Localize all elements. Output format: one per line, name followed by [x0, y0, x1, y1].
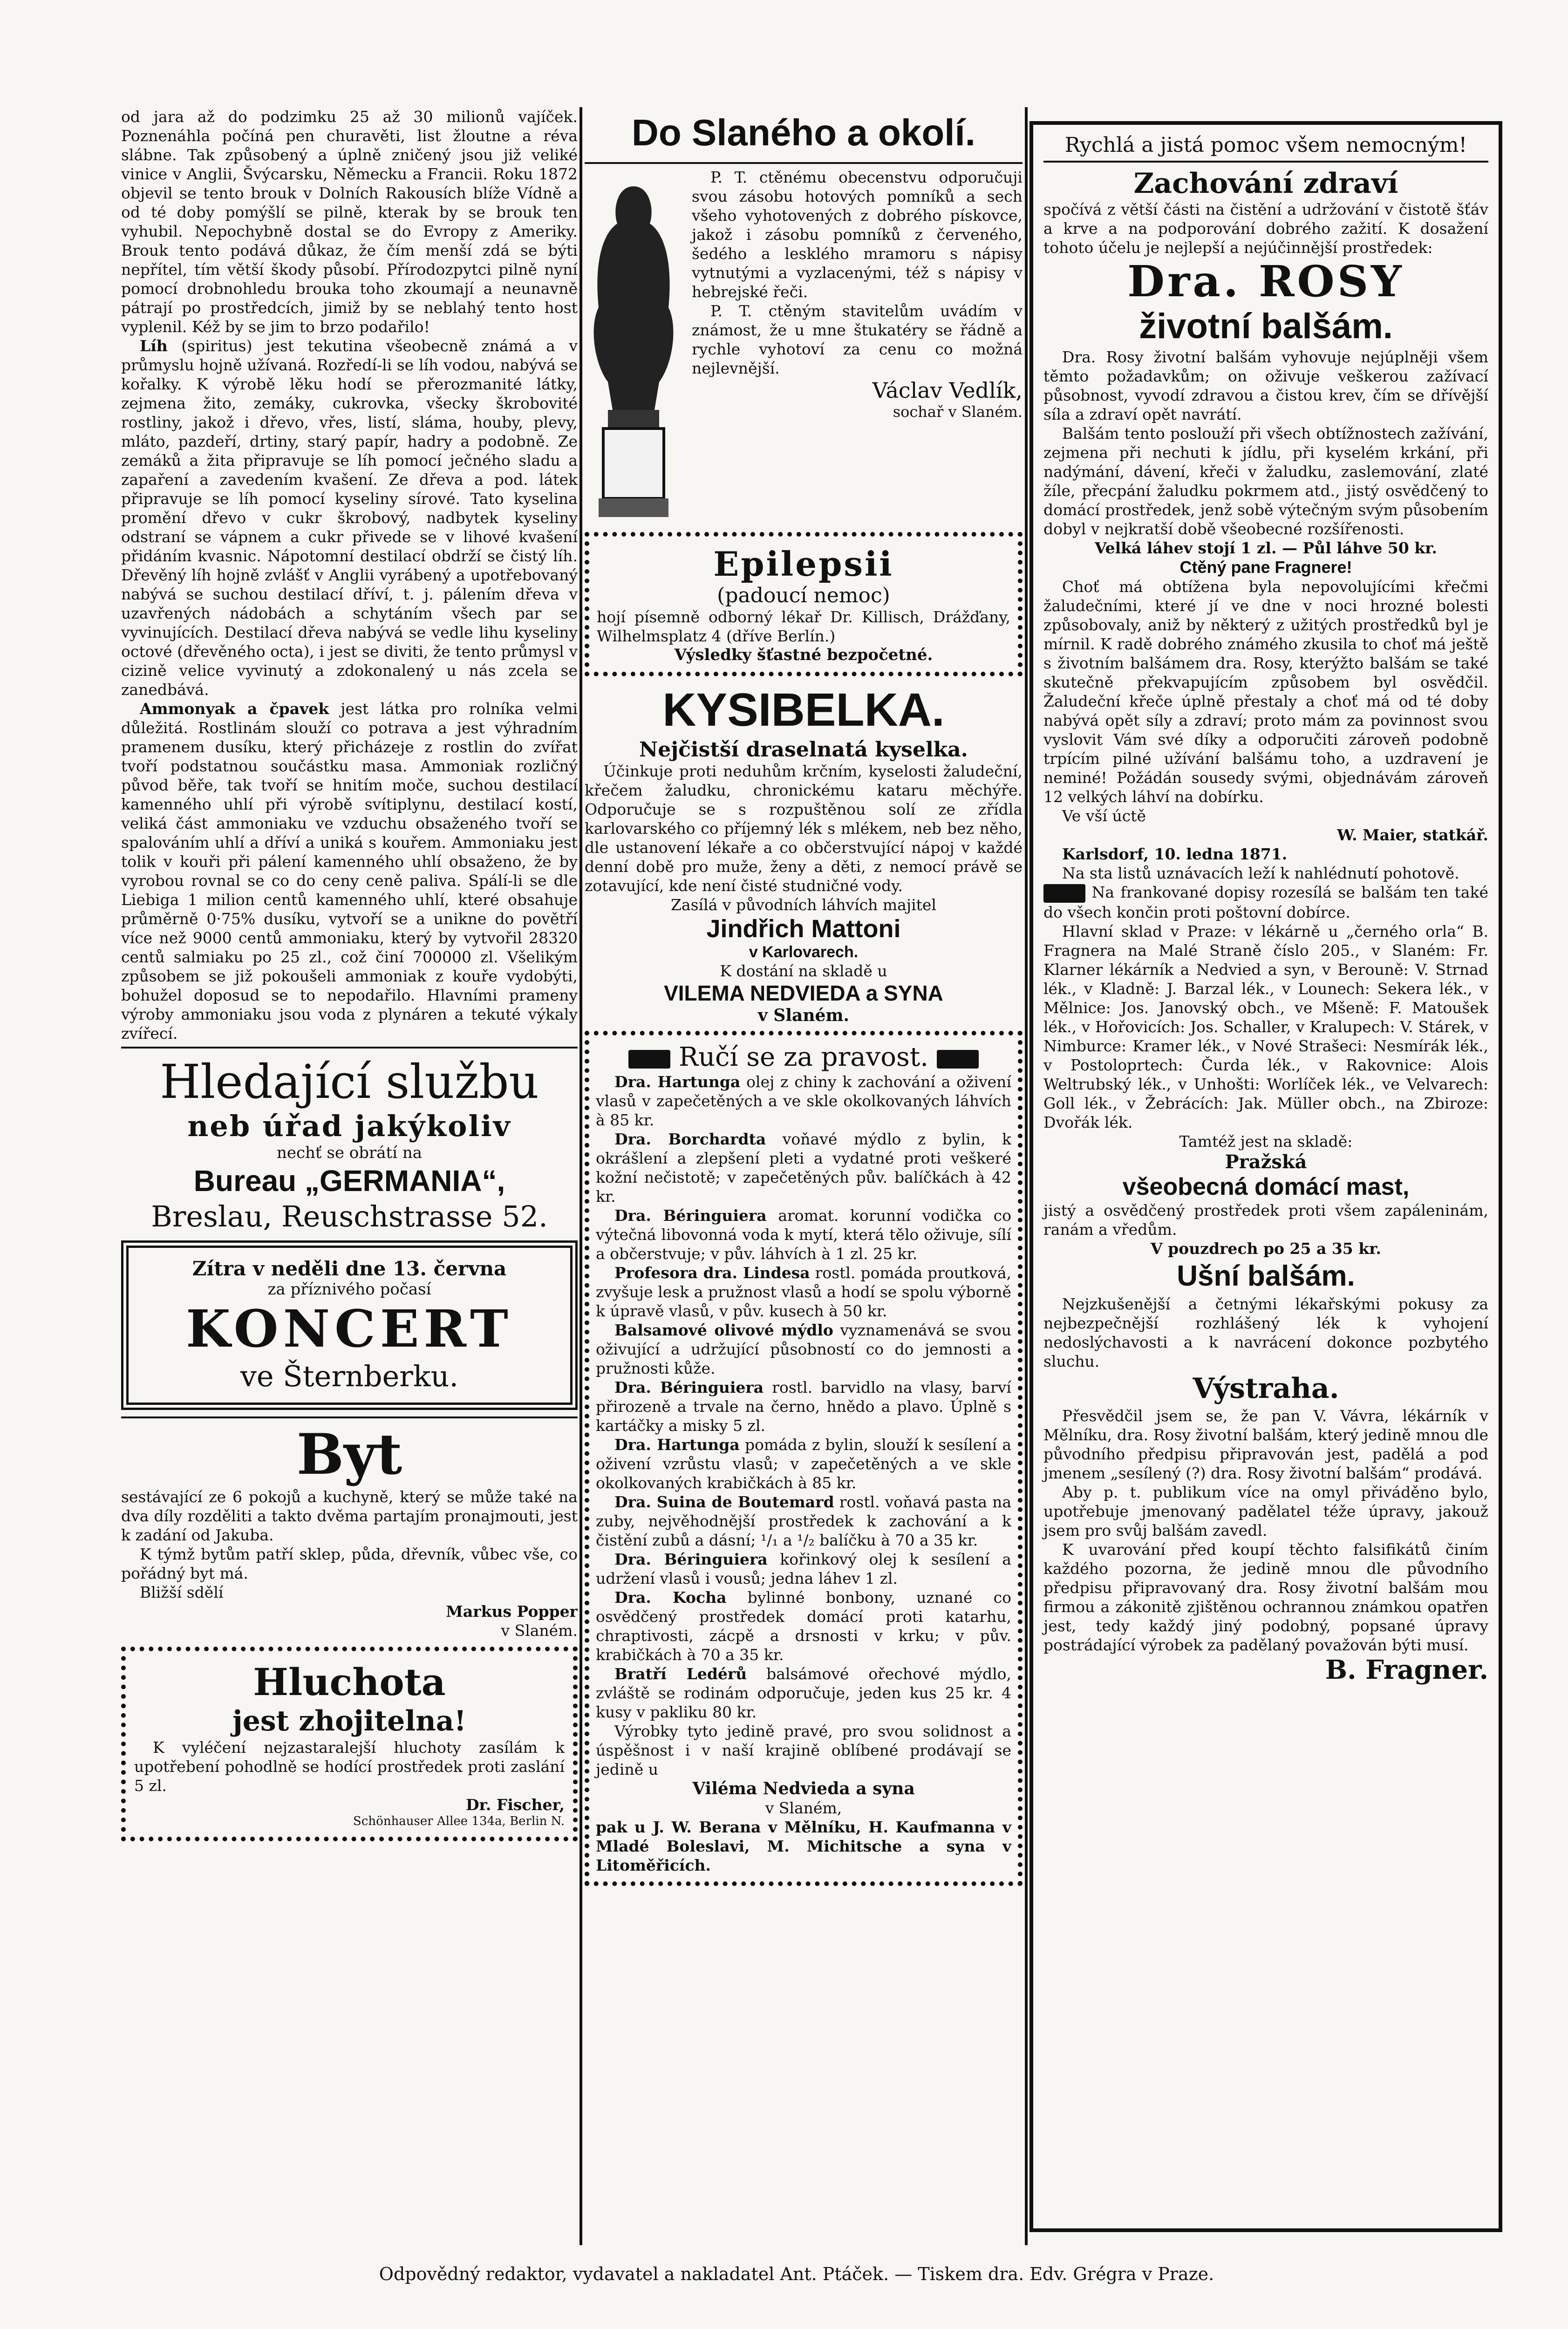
ruci-items	[596, 1072, 1011, 1722]
ruci-also: pak u J. W. Berana v Mělníku, H. Kaufmanna v Mladé Boleslavi, M. Michitsche a syna v Litoměřicích.	[596, 1818, 1011, 1874]
ammonyak-term: Ammonyak a čpavek	[140, 700, 329, 718]
ruci-item-name: Dra. Kocha	[614, 1588, 727, 1607]
byt-text-3: Bližší sdělí	[140, 1583, 224, 1601]
koncert-title: KONCERT	[186, 1299, 513, 1359]
koncert-date: Zítra v neděli dne 13. června	[192, 1257, 507, 1280]
byt-text: sestávající ze 6 pokojů a kuchyně, který se může také na dva díly rozděliti a takto dvěma partajím pronajmouti, jest k zadání od Jakuba.	[121, 1488, 578, 1544]
ruci-item-name: Dra. Hartunga	[614, 1436, 740, 1454]
ruci-item	[596, 1206, 1011, 1263]
koncert-place: ve Šternberku.	[240, 1359, 459, 1393]
ruci-item-name: Profesora dra. Lindesa	[614, 1264, 810, 1282]
byt-ad	[121, 1422, 578, 1640]
vystraha-signature: B. Fragner.	[1325, 1655, 1488, 1685]
kysibelka-owner: Jindřich Mattoni	[706, 915, 901, 943]
vystraha-text-1: Přesvědčil jsem se, že pan V. Vávra, lékárník v Mělníku, dra. Rosy životní balšám, který jedině mnou dle původního předpisu připravován jest, padělá a pod jmenem „sesílený (?) dra. Rosy životní balšám“ prodává.	[1043, 1407, 1488, 1482]
lih-article	[121, 336, 578, 699]
phylloxera-text: od jara až do podzimku 25 až 30 milionů vajíček. Poznenáhla počíná pen churavěti, list žloutne a réva slábne. Tak způsobený a úplně zničený jsou již veliké vinice v Anglii, Švýcarsku, Německu a Francii. Roku 1872 objevil se tento brouk v Dolních Rakousích blíže Vídně a od té doby pomýšlí se pilně, kterak by se brouk ten vyhubil. Nepochybně dostal se do Evropy z Ameriky. Brouk tento podává důkaz, že čím menší zdá se býti nepřítel, tím větší škody působí. Přírodozpytci pilně nyní pomocí drobnohledu brouka toho zkoumají a neunavně pátrají po prostředcích, jimiž by se neblahý tento host vyplenil. Kéž by se jim to brzo podařilo!	[121, 108, 578, 336]
kysibelka-get: K dostání na skladě u	[720, 962, 887, 980]
epilepsie-results: Výsledky šťastné bezpočetné.	[674, 646, 933, 664]
ruci-text: Výrobky tyto jedině pravé, pro svou solidnost a úspěšnost i v naší krajině oblíbené prodávají se jedině u	[596, 1722, 1011, 1778]
ruci-item-name: Dra. Hartunga	[614, 1073, 741, 1091]
lih-text: (spiritus) jest tekutina všeobecně známá a v průmyslu hojně užívaná. Rozředí-li se líh vodou, nabývá se kořalky. K výrobě lěku hodí se přerozmanité látky, zejmena žito, zemáky, cukrovka, všecky škrobovité rostliny, jakož i dřevo, vřes, listí, sláma, houby, plevy, mláto, pazdeří, drtiny, starý papír, hadry a podobně. Ze zemáků a žita připravuje se líh pomocí ječného sladu a zapaření a zavedením kvašení. Ze dřeva a pod. látek připravuje se líh pomocí kyseliny sírové. Tato kyselina promění dřevo v cukr škrobový, nadbytek kyseliny odstraní se vápnem a cukr přivede se v lihové kvašení přidáním kvasnic. Nápotomní destilací obdrží se čistý líh. Dřevěný líh hojně zvlášť v Anglii vyrábený a upotřebovaný nabývá se suchou destilací dříví, t. j. pálením dřeva v uzavřených nádobách a schytáním všech par se vyvinujících. Destilací dřeva nabývá se vedle lihu kyseliny octové (dřevěného octa), i jest se diviti, že tento průmysl v cizině velice vyvinutý a zdokonalený u nás zcela se zanedbává.	[121, 337, 578, 699]
kysibelka-ad	[585, 682, 1023, 1025]
ruci-item-text: pomáda z bylin, slouží k sesílení a oživení vzrůstu vlasů; v zapečetěných a ve skle okolkovaných krabičkách à 85 kr.	[596, 1436, 1011, 1492]
kysibelka-town: v Slaném.	[757, 1006, 850, 1025]
letter-close: Ve vší úctě	[1062, 807, 1146, 825]
ruci-item	[596, 1664, 1011, 1722]
ruci-item	[596, 1588, 1011, 1664]
rosy-title: Dra. ROSY	[1127, 256, 1404, 306]
kysibelka-shop: VILEMA NEDVIEDA a SYNA	[664, 981, 943, 1005]
ruci-ad	[585, 1031, 1023, 1886]
ruci-item-text: rostl. pomáda proutková, zvyšuje lesk a pružnost vlasů a hodí se spolu výborně k úpravě vlasů, v pův. kusech à 50 kr.	[596, 1264, 1011, 1320]
hluchota-title: Hluchota	[253, 1660, 446, 1704]
zachovani-title: Zachování zdraví	[1133, 167, 1398, 200]
germania-address: Breslau, Reuschstrasse 52.	[151, 1199, 548, 1233]
germania-ad	[121, 1055, 578, 1234]
rosy-text-1: Dra. Rosy životní balšám vyhovuje nejúplněji všem těmto požadavkům; on oživuje veškerou zažívací působnost, vyvodí zdravou a čistou krev, čím se dřívější síla a zdraví opět navrátí.	[1043, 348, 1488, 423]
germania-bureau: Bureau „GERMANIA“,	[193, 1164, 505, 1198]
koncert-ad	[121, 1240, 578, 1410]
hluchota-subtitle: jest zhojitelna!	[232, 1705, 466, 1737]
ruci-item-text: rostl. barvidlo na vlasy, barví přirozeně a trvale na černo, hnědo a plavo. Úplně s kartáčky a misky 5 zl.	[596, 1378, 1011, 1435]
germania-subtitle: neb úřad jakýkoliv	[187, 1109, 511, 1143]
imprint-footer: Odpovědný redaktor, vydavatel a nakladatel Ant. Ptáček. — Tiskem dra. Edv. Grégra v Praze.	[379, 2264, 1214, 2284]
ruci-item-text: voňavé mýdlo z bylin, k okrášlení a zlepšení pleti a vydatné proti veškeré kožní nečistotě; v zapečetěných pův. balíčkách à 42 kr.	[596, 1130, 1011, 1205]
mast-subtitle: všeobecná domácí mast,	[1122, 1173, 1410, 1200]
vystraha-title: Výstraha.	[1193, 1372, 1339, 1405]
vedlik-text-2: P. T. ctěným stavitelům uvádím v známost, že u mne štukatéry se řádně a rychle vyhotoví za cenu co možná nejlevnější.	[692, 302, 1023, 377]
ruci-item-text: aromat. korunní vodička co výtečná libovonná voda k mytí, která tělo oživuje, sílí a občerstvuje; v pův. láhvích à 1 zl. 25 kr.	[596, 1206, 1011, 1263]
zachovani-text: spočívá z větší části na čistění a udržování v čistotě šťáv a krve a na podporování dobrého zažití. K dosažení tohoto účelu je nejlepší a nejúčinnější prostředek:	[1043, 200, 1488, 257]
mast-price: V pouzdrech po 25 a 35 kr.	[1151, 1239, 1381, 1258]
usni-title: Ušní balšám.	[1177, 1260, 1355, 1292]
ruci-item-name: Bratří Ledérů	[614, 1665, 747, 1683]
vedlik-text-1: P. T. ctěnému obecenstvu odporučuji svou zásobu hotových pomníků a sech všeho vyhotovených z dobrého pískovce, jakož i zásobu pomníků z červeného, šedého a lesklého mramoru s nápisy vytnutými a vyzlacenými, též s nápisy v hebrejské řeči.	[692, 168, 1023, 301]
vedlik-ad	[585, 168, 1023, 526]
hluchota-signature: Dr. Fischer,	[465, 1796, 565, 1814]
sklad-text-2: Tamtéž jest na skladě:	[1179, 1132, 1353, 1151]
column-rule-right	[1025, 107, 1028, 2245]
ruci-item	[596, 1378, 1011, 1435]
epilepsie-title: Epilepsii	[713, 544, 894, 584]
kysibelka-text-2: Zasílá v původních láhvích majitel	[671, 896, 936, 914]
epilepsie-ad	[585, 532, 1023, 676]
ruci-item	[596, 1550, 1011, 1588]
franco-text	[1043, 883, 1488, 922]
byt-signature: Markus Popper	[446, 1602, 578, 1621]
byt-title: Byt	[296, 1422, 402, 1487]
fragner-header: Rychlá a jistá pomoc všem nemocným!	[1043, 133, 1488, 163]
ammonyak-text: jest látka pro rolníka velmi důležitá. Rostlinám slouží co potrava a jest výhradním pramenem dusíku, který přicházeje z rostlin do zvířat tvoří podstatnou součástku masa. Ammoniak rozličný původ běře, tak tvoří se hnitím moče, suchou destilací kamenného uhlí při výrobě svítiplynu, destilací kostí, veliká část ammoniaku ve vzduchu obsaženého tvoří se spalováním uhlí a dříví a uniká s kouřem. Ammoniaku jest tolik v kouři při pálení kamenného uhlí obsaženo, že by vyrobou rovnal se co do ceny ceně paliva. Spálí-li se dle Liebiga 1 milion centů kamenného uhlí, které obsahuje průměrně 0·75% dusíku, vytvoří se a unikne do povětří více než 9000 centů ammoniaku, který by vytvořil 28320 centů salmiaku po 25 zl., což činí 700000 zl. Všelikým způsobem se již pokoušeli ammoniak z kouře vydobýti, bohužel doposud se to nepodařilo. Hlavními prameny výroby ammoniaku jsou voda z plynáren a tekuté výkaly zvířecí.	[121, 700, 578, 1042]
kysibelka-subtitle: Nejčistší draselnatá kyselka.	[639, 738, 968, 762]
vedlik-signature: Václav Vedlík,	[872, 378, 1023, 403]
hluchota-ad	[121, 1647, 578, 1841]
ruci-item-text: bylinné bonbony, uznané co osvědčený prostředek domácí proti katarhu, chraptivosti, zácpě a drsnosti v krku; v pův. krabičkách à 70 a 35 kr.	[596, 1588, 1011, 1664]
middle-column	[585, 107, 1023, 2250]
rosy-price: Velká láhev stojí 1 zl. — Půl láhve 50 kr.	[1095, 539, 1437, 557]
ruci-item-text: kořinkový olej k sesílení a udržení vlasů i vousů; jedna láhev 1 zl.	[596, 1550, 1011, 1587]
koncert-weather: za příznivého počasí	[267, 1280, 431, 1299]
ruci-item-text: olej z chiny k zachování a oživení vlasů v zapečetěných a ve skle okolkovaných láhvích à 85 kr.	[596, 1073, 1011, 1129]
ammonyak-article	[121, 699, 578, 1043]
epilepsie-text: hojí písemně odborný lékař Dr. Killisch, Drážďany, Wilhelmsplatz 4 (dříve Berlín.)	[597, 608, 1010, 645]
hluchota-address: Schönhauser Allee 134a, Berlin N.	[353, 1814, 565, 1828]
kysibelka-title: KYSIBELKA.	[662, 684, 945, 736]
left-column	[121, 107, 578, 2250]
ruci-town: v Slaném,	[765, 1799, 842, 1817]
ruci-item-text: vyznamenává se svou oživující a udržující působností co do jemnosti a pružnosti kůže.	[596, 1321, 1011, 1377]
ruci-item-name: Dra. Béringuiera	[614, 1550, 768, 1568]
letter-text: Choť má obtížena byla nepovolujícími křečmi žaludečními, které jí ve dne v noci hrozné bolesti způsobovaly, aniž by některý z užitých prostředků byl je mírnil. K radě dobrého známého zkusila to choť má ještě s životním balšámem dra. Rosy, kterýžto balšám se také skutečně překvapujícím způsobem byl osvědčil. Žaludeční křeče úplně přestaly a choť má od té doby nabývá opět síly a zdraví; proto mám za povinnost svou vyslovit Vám své díky a odporučiti zároveň podobně trpícím pilné užívání balšámu toho, a uzdravení je neminé! Požádán sousedy svými, objednávám zároveň 12 velkých láhví na dobírku.	[1043, 578, 1488, 806]
ruci-item-name: Dra. Borchardta	[614, 1130, 766, 1148]
letter-signature: W. Maier, statkář.	[1337, 826, 1488, 844]
column-rule-left	[579, 107, 582, 2245]
germania-title: Hledající službu	[160, 1055, 539, 1109]
rosy-subtitle: životní balšám.	[1139, 306, 1393, 346]
ruci-item-name: Dra. Suina de Boutemard	[614, 1493, 834, 1511]
vystraha-text-2: Aby p. t. publikum více na omyl přiváděno bylo, upotřebuje jmenovaný padělatel téže úpravy, jakouž jsem pro svůj balšám zavedl.	[1043, 1483, 1488, 1539]
letter-note: Na sta listů uznávacích leží k nahlédnutí pohotově.	[1062, 864, 1459, 882]
ruci-item-text: rostl. voňavá pasta na zuby, nejvěhodnější prostředek k zachování a k čistění zubů a dásní; ¹/₁ a ¹/₂ balíčku à 70 a 35 kr.	[596, 1493, 1011, 1549]
usni-text: Nejzkušenější a četnými lékařskými pokusy za nejbezpečnější rozhlášený lék k vyhojení nedoslýchavosti a k navrácení dokonce pozbytého sluchu.	[1043, 1295, 1488, 1370]
ruci-item	[596, 1263, 1011, 1321]
ruci-item	[596, 1435, 1011, 1492]
ruci-item	[596, 1130, 1011, 1206]
ruci-title-text: Ručí se za pravost.	[678, 1042, 929, 1072]
mast-text: jistý a osvědčený prostředek proti všem zapáleninám, ranám a vředům.	[1043, 1201, 1488, 1239]
franco-text-body: Na frankované dopisy rozesílá se balšám ten také do všech končin proti poštovní dobírce.	[1043, 883, 1488, 921]
ruci-shop: Viléma Nedvieda a syna	[692, 1779, 915, 1798]
ruci-title	[596, 1042, 1011, 1072]
kysibelka-owner-place: v Karlovarech.	[749, 943, 859, 961]
pointing-hand-icon	[937, 1050, 979, 1069]
ruci-item-name: Dra. Béringuiera	[614, 1378, 764, 1396]
letter-heading: Ctěný pane Fragnere!	[1179, 558, 1352, 577]
vedlik-title: Do Slaného a okolí.	[632, 112, 975, 153]
byt-text-2: K týmž bytům patří sklep, půda, dřevník, vůbec vše, co pořádný byt má.	[121, 1545, 578, 1582]
kysibelka-text: Účinkuje proti neduhům krčním, kyselosti žaludeční, křečem žaludku, chronickému kataru měchýře. Odporučuje se s rozpuštěnou solí ze zřídla karlovarského co příjemný lék s mlékem, neb bez něho, dle ustanovení lékaře a co občerstvující nápoj v každé denní době pro muže, ženy a děti, z nemocí právě se zotavující, kde není čisté studničné vody.	[585, 762, 1023, 895]
vystraha-text-3: K uvarování před koupí těchto falsifikátů činím každého pozorna, že jedině mnou dle původního předpisu připravovaný dra. Rosy životní balšám mou firmou a zákonitě zjištěnou ochrannou známkou opatřen jest, tedy každý jiný podobný, popsané úpravy postrádající výrobek za padělaný považován býti musí.	[1043, 1540, 1488, 1654]
sklad-text: Hlavní sklad v Praze: v lékárně u „černého orla“ B. Fragnera na Malé Straně číslo 205., v Slaném: Fr. Klarner lékárník a Nedvied a syn, v Berouně: V. Strnad lék., v Kladně: J. Barzal lék., v Lounech: Sekera lék., v Mělnice: Jos. Janovský obch., ve Mšeně: F. Matoušek lék., v Hořovicích: Jos. Schaller, v Kralupech: V. Stárek, v Nimburce: Kramer lék., v Nové Strašeci: Nesmírák lék., v Postoloprtech: Čurda lék., v Rakovnice: Alois Weltrubský lék., v Unhošti: Worlíček lék., ve Velvarech: Goll lék., v Žebrácích: Jak. Müller obch., na Zbiroze: Dvořák lék.	[1043, 922, 1488, 1131]
byt-signature-place: v Slaném.	[501, 1621, 578, 1640]
ruci-item-name: Dra. Béringuiera	[614, 1206, 767, 1225]
right-column	[1029, 121, 1502, 2232]
ruci-item	[596, 1072, 1011, 1130]
lih-term: Líh	[140, 337, 168, 355]
letter-date: Karlsdorf, 10. ledna 1871.	[1062, 845, 1288, 863]
ruci-item	[596, 1321, 1011, 1378]
pointing-hand-icon	[628, 1050, 670, 1069]
pointing-hand-icon	[1043, 884, 1085, 903]
vedlik-signature-place: sochař v Slaném.	[893, 403, 1023, 421]
angel-monument-image	[585, 168, 682, 522]
hluchota-text: K vyléčení nejzastaralejší hluchoty zasílám k upotřebení pohodlně se hodící prostředek proti zaslání 5 zl.	[134, 1738, 565, 1795]
ruci-item-name: Balsamové olivové mýdlo	[614, 1321, 833, 1339]
epilepsie-subtitle: (padoucí nemoc)	[717, 584, 890, 607]
ruci-item-text: balsámové ořechové mýdlo, zvláště se rodinám odporučuje, jeden kus 25 kr. 4 kusy v pakliku 80 kr.	[596, 1665, 1011, 1721]
rosy-text-2: Balšám tento poslouží při všech obtížnostech zažívání, zejmena při nechuti k jídlu, při kyselém krkání, při nadýmání, dávení, křeči v žaludku, zaslemování, zlaté žíle, přecpání žaludku pokrmem atd., jistý osvědčený to domácí prostředek, jenž sobě výtečným svým působením dobyl v nejkratší době všeobecné rozšířenosti.	[1043, 424, 1488, 538]
germania-line: nechť se obrátí na	[276, 1144, 423, 1162]
mast-title: Pražská	[1225, 1151, 1307, 1173]
ruci-item	[596, 1492, 1011, 1550]
